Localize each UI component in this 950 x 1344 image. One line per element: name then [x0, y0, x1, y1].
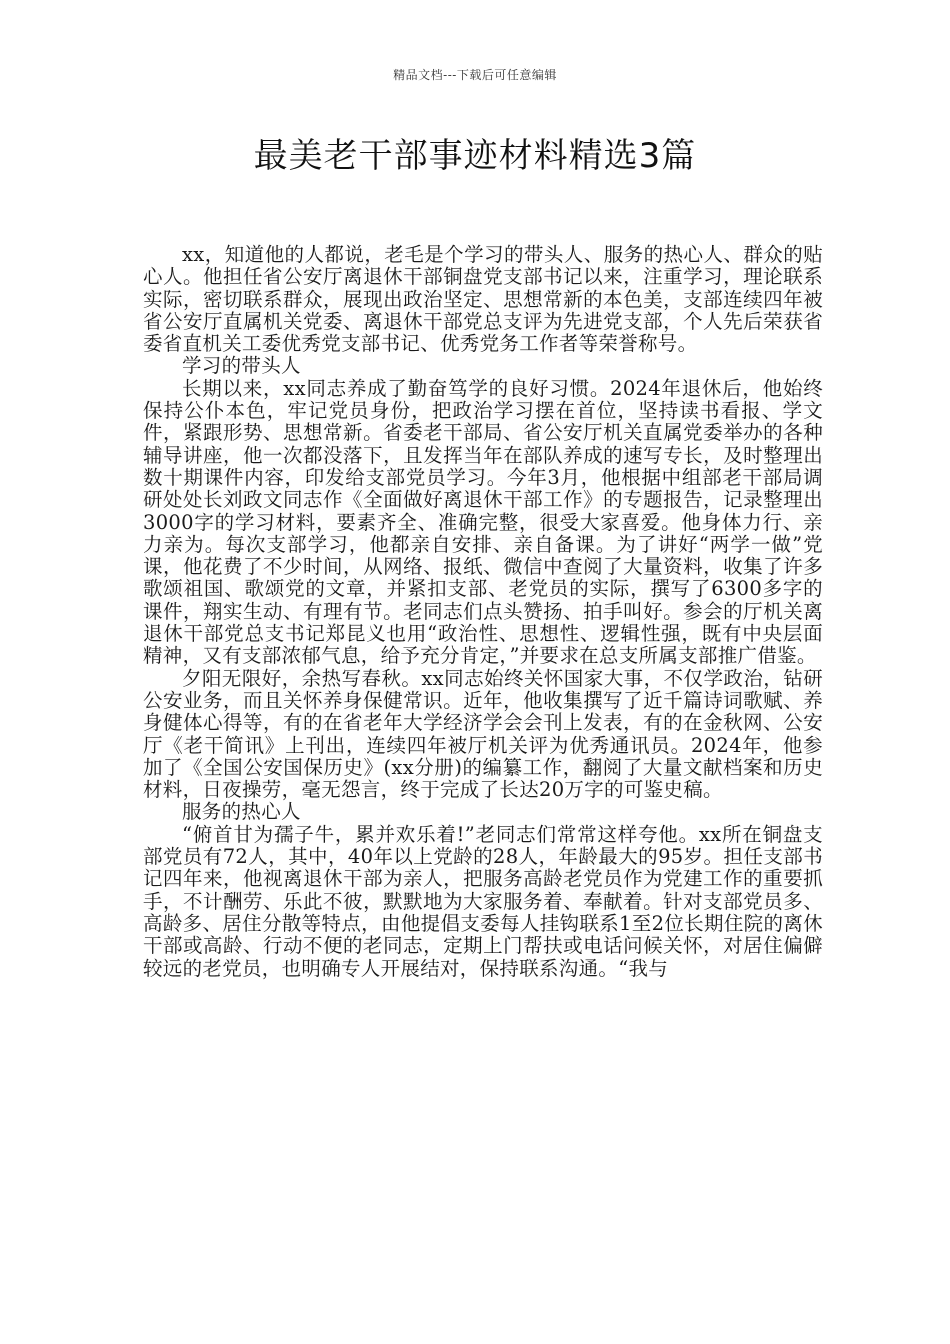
paragraph-service: “俯首甘为孺子牛，累并欢乐着!”老同志们常常这样夸他。xx所在铜盘支部党员有72人，其中，40年以上党龄的28人，年龄最大的95岁。担任支部书记四年来，他视离退休干部为亲人，把服务高龄老党员作为党建工作的重要抓手，不计酬劳、乐此不彼，默默地为大家服务着、奉献着。针对支部党员多、高龄多、居住分散等特点，由他提倡支委每人挂钩联系1至2位长期住院的离休干部或高龄、行动不便的老同志，定期上门帮扶或电话问候关怀，对居住偏僻较远的老党员，也明确专人开展结对，保持联系沟通。“我与 [143, 822, 823, 980]
section-heading-service: 服务的热心人 [182, 800, 301, 824]
paragraph-study: 长期以来，xx同志养成了勤奋笃学的良好习惯。2024年退休后，他始终保持公仆本色，牢记党员身份，把政治学习摆在首位，坚持读书看报、学文件，紧跟形势、思想常新。省委老干部局、省公安厅机关直属党委举办的各种辅导讲座，他一次都没落下，且发挥当年在部队养成的速写专长，及时整理出数十期课件内容，印发给支部党员学习。今年3月，他根据中组部老干部局调研处处长刘政文同志作《全面做好离退休干部工作》的专题报告，记录整理出3000字的学习材料，要素齐全、准确完整，很受大家喜爱。他身体力行、亲力亲为。每次支部学习，他都亲自安排、亲自备课。为了讲好“两学一做”党课，他花费了不少时间，从网络、报纸、微信中查阅了大量资料，收集了许多歌颂祖国、歌颂党的文章，并紧扣支部、老党员的实际，撰写了6300多字的课件，翔实生动、有理有节。老同志们点头赞扬、拍手叫好。参会的厅机关离退休干部党总支书记郑昆义也用“政治性、思想性、逻辑性强，既有中央层面精神，又有支部浓郁气息，给予充分肯定，”并要求在总支所属支部推广借鉴。 [143, 376, 823, 668]
document-body [143, 244, 823, 980]
header-note: 精品文档---下载后可任意编辑 [393, 68, 557, 82]
paragraph-sunset: 夕阳无限好，余热写春秋。xx同志始终关怀国家大事，不仅学政治，钻研公安业务，而且关怀养身保健常识。近年，他收集撰写了近千篇诗词歌赋、养身健体心得等，有的在省老年大学经济学会会刊上发表，有的在金秋网、公安厅《老干简讯》上刊出，连续四年被厅机关评为优秀通讯员。2024年，他参加了《全国公安国保历史》(xx分册)的编纂工作，翻阅了大量文献档案和历史材料，日夜操劳，毫无怨言，终于完成了长达20万字的可鉴史稿。 [143, 666, 823, 802]
paragraph-intro: xx，知道他的人都说，老毛是个学习的带头人、服务的热心人、群众的贴心人。他担任省公安厅离退休干部铜盘党支部书记以来，注重学习，理论联系实际，密切联系群众，展现出政治坚定、思想常新的本色美，支部连续四年被省公安厅直属机关党委、离退休干部党总支评为先进党支部，个人先后荣获省委省直机关工委优秀党支部书记、优秀党务工作者等荣誉称号。 [143, 243, 823, 356]
document-title: 最美老干部事迹材料精选3篇 [253, 136, 697, 176]
section-heading-study: 学习的带头人 [182, 354, 301, 378]
